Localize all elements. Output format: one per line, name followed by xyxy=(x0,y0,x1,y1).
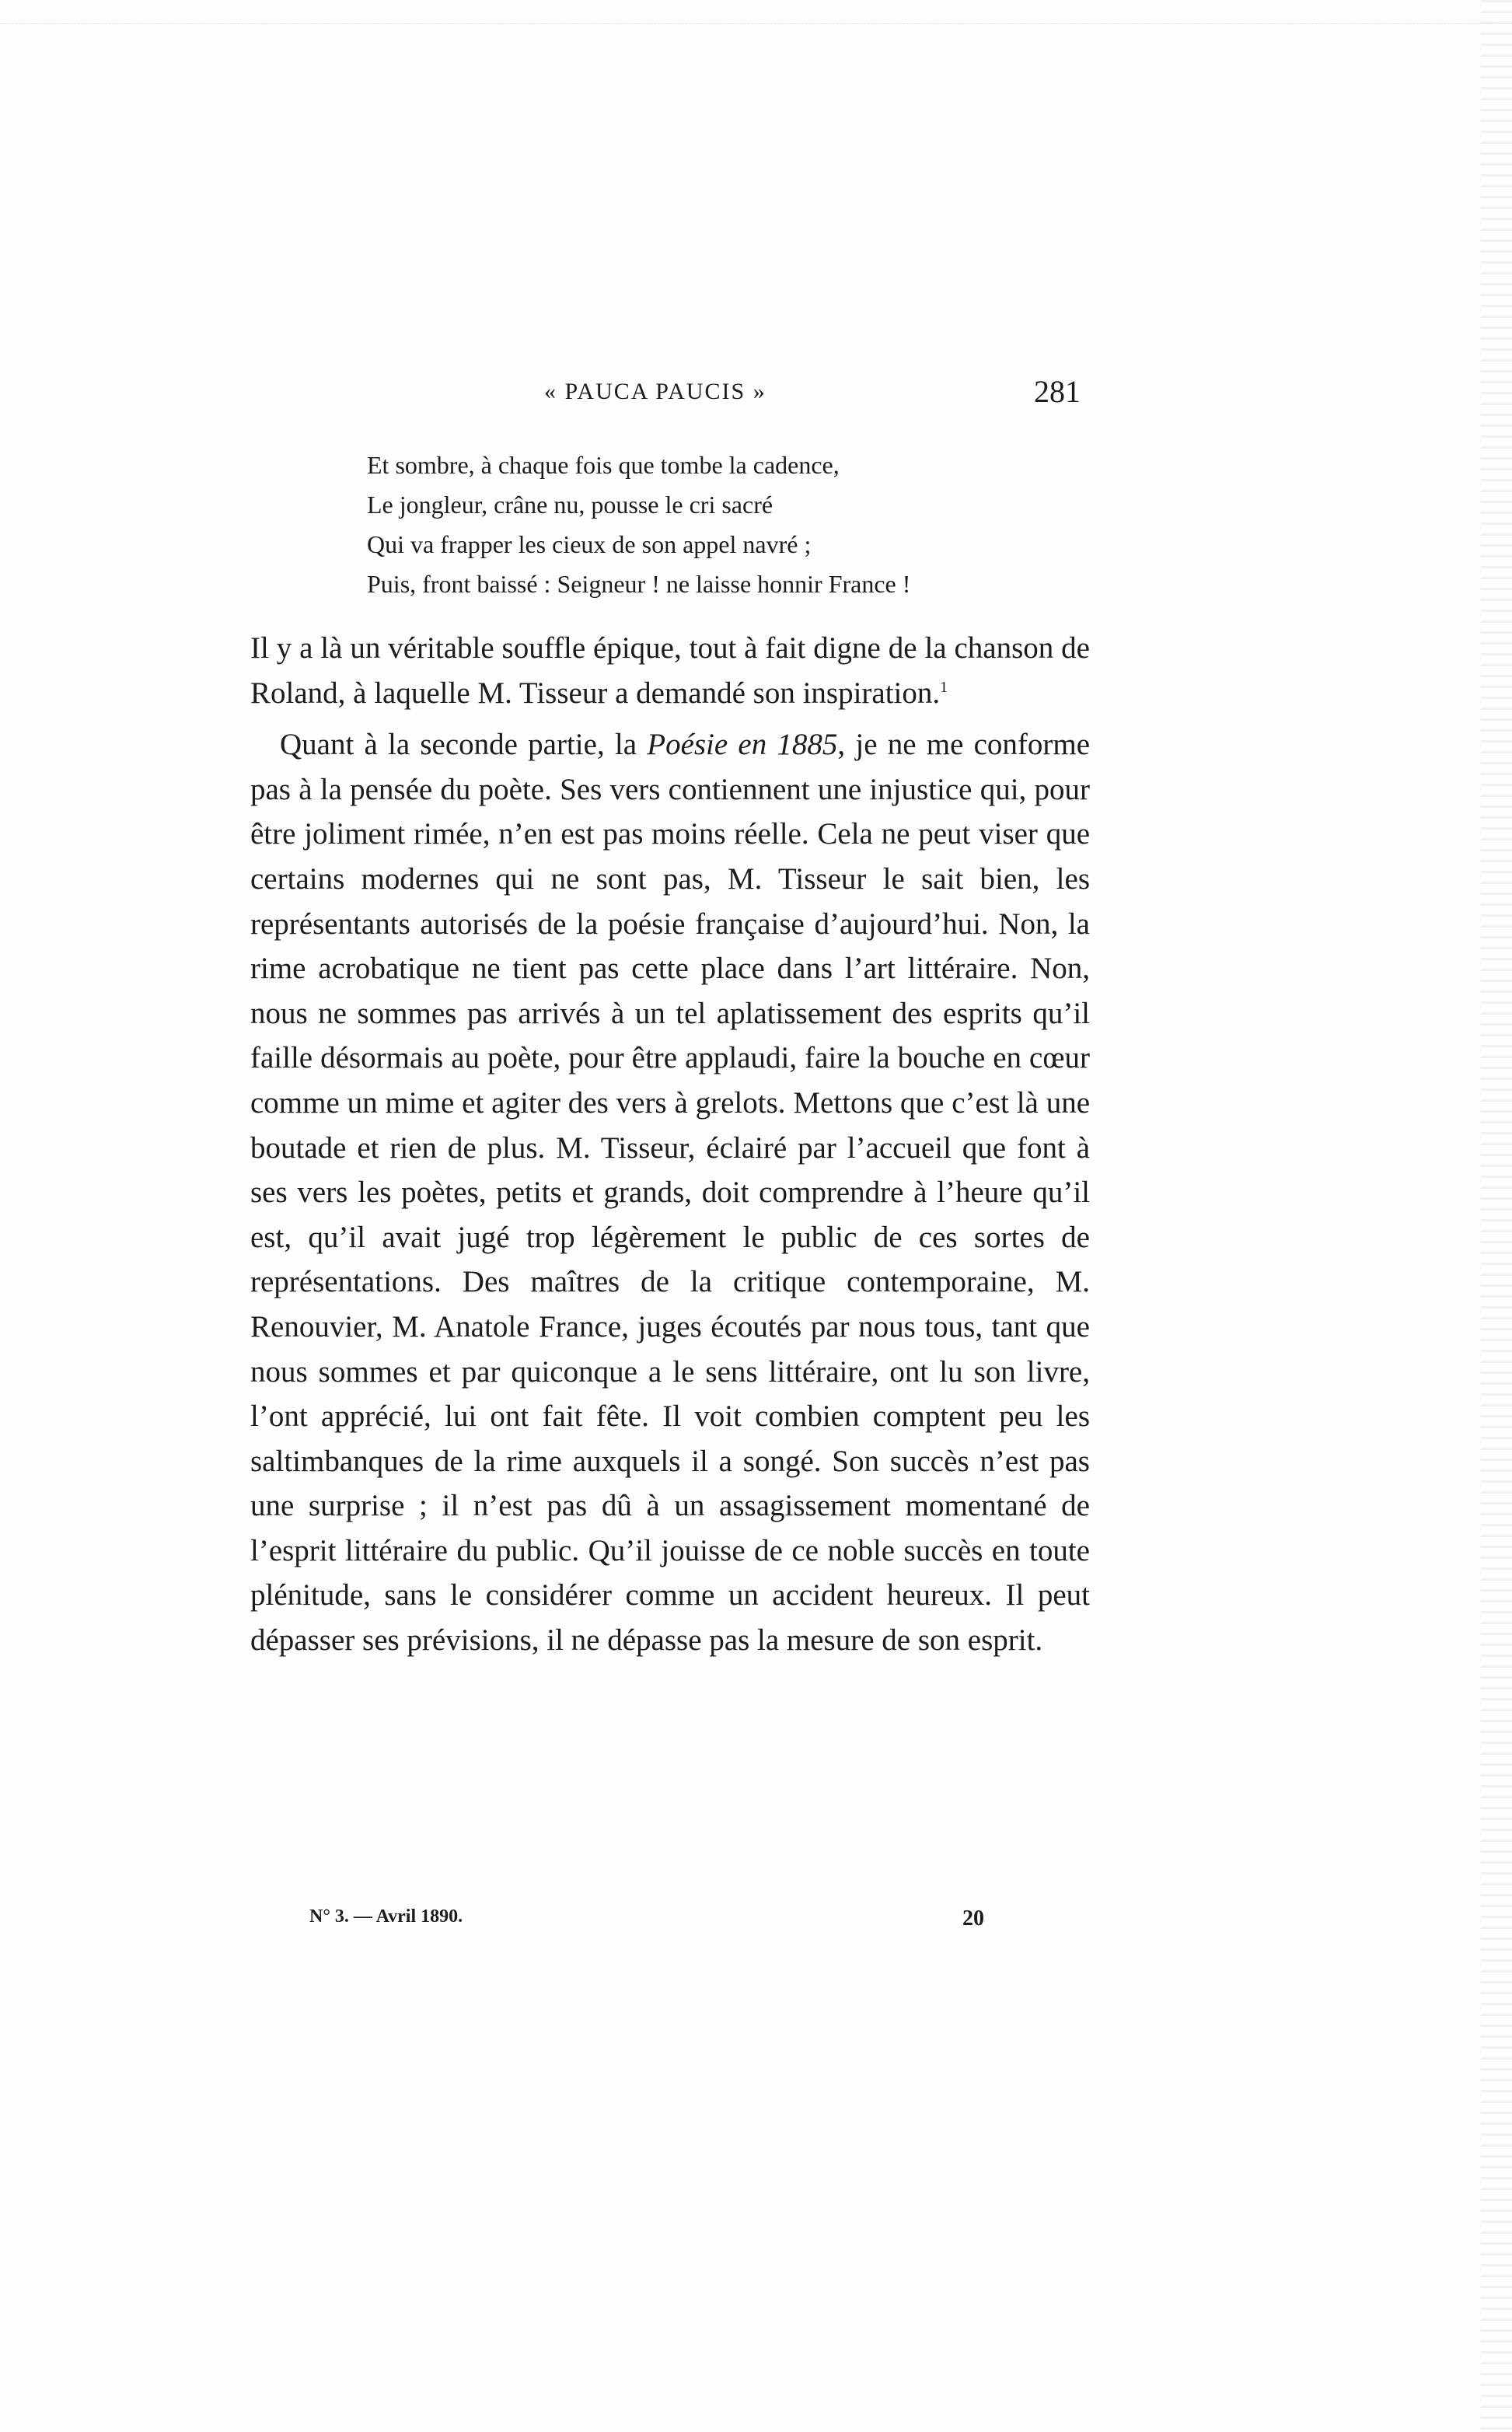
scan-edge-top xyxy=(0,0,1512,24)
paragraph-1-text: Il y a là un véritable souffle épique, tout à fait digne de la chanson de Roland, à laquelle M. Tisseur a demandé son inspiration. xyxy=(250,631,1090,710)
paragraph-1 xyxy=(250,626,1090,715)
verse-line: Le jongleur, crâne nu, pousse le cri sacré xyxy=(367,491,773,519)
scan-edge-right xyxy=(1481,0,1512,2432)
footnote-mark: 1 xyxy=(940,678,948,696)
paragraph-2-lead: Quant à la seconde partie, la xyxy=(280,728,648,762)
running-title: « PAUCA PAUCIS » xyxy=(544,379,766,404)
verse-line: Puis, front baissé : Seigneur ! ne laisse honnir France ! xyxy=(367,570,911,598)
paragraph-2-rest: , je ne me conforme pas à la pensée du poète. Ses vers contiennent une injustice qui, pour être joliment rimée, n’en est pas moins réelle. Cela ne peut viser que certains modernes qui ne sont pas, M. Tisseur le sait bien, les représentants autorisés de la poésie française d’aujourd’hui. Non, la rime acrobatique ne tient pas cette place dans l’art littéraire. Non, nous ne sommes pas arrivés à un tel aplatissement des esprits qu’il faille désormais au poète, pour être applaudi, faire la bouche en cœur comme un mime et agiter des vers à grelots. Mettons que c’est là une boutade et rien de plus. M. Tisseur, éclairé par l’accueil que font à ses vers les poètes, petits et grands, doit comprendre à l’heure qu’il est, qu’il avait jugé trop légèrement le public de ces sortes de représentations. Des maîtres de la critique contemporaine, M. Renouvier, M. Anatole France, juges écoutés par nous tous, tant que nous sommes et par quiconque a le sens littéraire, ont lu son livre, l’ont apprécié, lui ont fait fête. Il voit combien comptent peu les saltimbanques de la rime auxquels il a songé. Son succès n’est pas une surprise ; il n’est pas dû à un assagissement momentané de l’esprit littéraire du public. Qu’il jouisse de ce noble succès en toute plénitude, sans le considérer comme un accident heureux. Il peut dépasser ses prévisions, il ne dépasse pas la mesure de son esprit. xyxy=(250,728,1091,1658)
paragraph-2 xyxy=(250,722,1090,1662)
verse-line: Qui va frapper les cieux de son appel navré ; xyxy=(367,530,812,558)
poem-title: Poésie en 1885 xyxy=(647,728,838,762)
page-number: 281 xyxy=(1034,374,1081,409)
signature-mark: 20 xyxy=(962,1906,984,1931)
verse-block xyxy=(367,446,910,604)
verse-line: Et sombre, à chaque fois que tombe la cadence, xyxy=(367,451,840,479)
issue-line: N° 3. — Avril 1890. xyxy=(309,1906,463,1927)
body-text xyxy=(250,626,1090,1663)
